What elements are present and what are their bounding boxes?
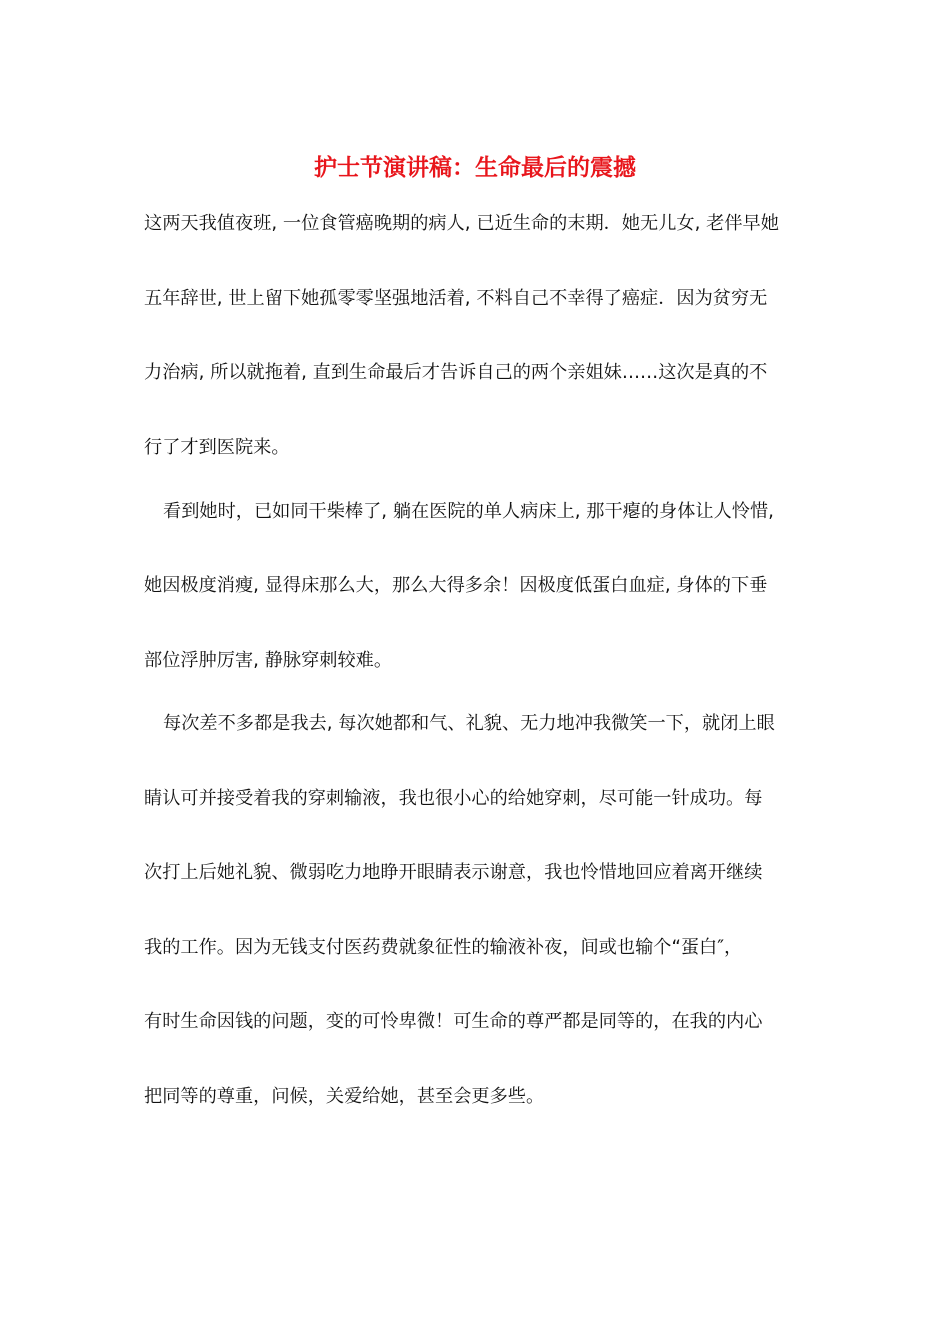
text-line-3: 力治病, 所以就拖着, 直到生命最后才告诉自己的两个亲姐妹……这次是真的不 <box>144 362 768 383</box>
text-line-12: 有时生命因钱的问题，变的可怜卑微！可生命的尊严都是同等的，在我的内心 <box>144 1011 763 1032</box>
text-line-1: 这两天我值夜班, 一位食管癌晚期的病人, 已近生命的末期．她无儿女, 老伴早她 <box>144 213 779 234</box>
text-line-5: 看到她时，已如同干柴棒了, 躺在医院的单人病床上, 那干瘪的身体让人怜惜, <box>163 501 774 522</box>
text-line-11: 我的工作。因为无钱支付医药费就象征性的输液补夜，间或也输个“蛋白″， <box>144 937 743 958</box>
text-line-6: 她因极度消瘦, 显得床那么大，那么大得多余！因极度低蛋白血症, 身体的下垂 <box>144 575 768 596</box>
text-line-4: 行了才到医院来。 <box>144 437 290 458</box>
text-line-9: 睛认可并接受着我的穿刺输液，我也很小心的给她穿刺，尽可能一针成功。每 <box>144 788 763 809</box>
text-line-8: 每次差不多都是我去, 每次她都和气、礼貌、无力地冲我微笑一下，就闭上眼 <box>163 713 775 734</box>
text-line-13: 把同等的尊重，问候，关爱给她，甚至会更多些。 <box>144 1086 545 1107</box>
text-line-10: 次打上后她礼貌、微弱吃力地睁开眼睛表示谢意，我也怜惜地回应着离开继续 <box>144 862 763 883</box>
text-line-7: 部位浮肿厉害, 静脉穿刺较难。 <box>144 650 393 671</box>
document-title: 护士节演讲稿：生命最后的震撼 <box>314 154 636 181</box>
text-line-2: 五年辞世, 世上留下她孤零零坚强地活着, 不料自己不幸得了癌症．因为贫穷无 <box>144 288 768 309</box>
